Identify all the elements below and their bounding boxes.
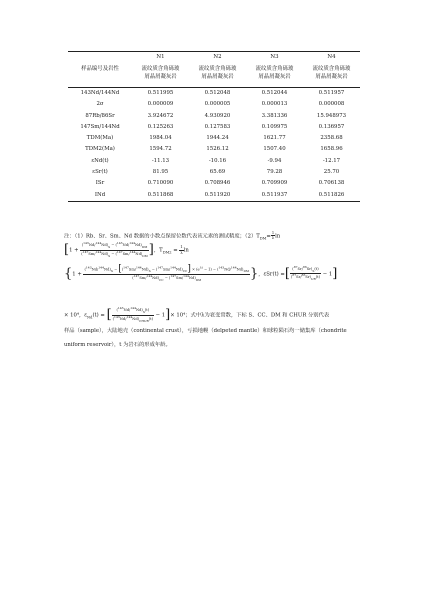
lambda-fraction: $\frac{1}{\lambda}$ <box>271 231 275 241</box>
table-header-row-ids <box>68 52 360 65</box>
note-tdm-subscript: DM <box>259 236 267 241</box>
table-cell: 0.512044 <box>261 89 288 96</box>
note-formula-tdm2: {1 + $(^{143}Nd/^{144}Nd)_S - [(^{147}Sm/^{144}Nd)_S - (^{147}Sm/^{144}Nd)_{CC}] \times (e^{\lambda t} - 1) - (^{143}Nd/^{144}Nd)_{DM}$ $(^{147}Sm/^{144}Nd)_{CC} - (^{147}Sm/^{144}Nd)_{DM}$ }，εSr(t) =[ $\frac{(^{87}Sr/^{86}Sr)_S(t)}{(^{87}Sr/^{86}Sr)_{UR}(t)}$ − 1] <box>64 264 338 282</box>
note-line-5: 样品（sample），大陆地壳（continental crust），亏损地幔（delpeted mantle）和球粒陨石均一储集库（chondrite <box>64 328 347 334</box>
table-cell: 0.710090 <box>147 180 174 187</box>
column-rock-n4: 流纹质含角砾玻 <box>312 65 351 72</box>
table-cell: 0.109975 <box>261 123 288 130</box>
row-label: εSr(t) <box>92 169 108 176</box>
table-cell: 0.136957 <box>318 123 345 130</box>
column-id-n2: N2 <box>189 52 246 65</box>
table-cell: 3.381336 <box>261 112 288 119</box>
row-label: INd <box>68 190 132 202</box>
column-rock2-n1: 屑晶屑凝灰岩 <box>132 75 189 88</box>
note-ln-2: ln <box>183 247 189 254</box>
table-row <box>68 111 360 122</box>
table-row <box>68 144 360 155</box>
note-intro: 注：（1）Rb、Sr、Sm、Nd 数据的小数点保留位数代表该元素的测试精度；（2）T <box>64 233 260 240</box>
table-row <box>68 167 360 178</box>
note-esr-label: εSr(t) = <box>263 271 285 278</box>
table-cell: 0.511995 <box>147 89 174 96</box>
row-label: 143Nd/144Nd <box>80 89 120 96</box>
table-cell: -9.94 <box>267 157 282 164</box>
note-line-6: uniform reservoir），t 为岩石的形成年龄。 <box>64 342 171 348</box>
column-rock-n3: 流纹质含角砾玻 <box>255 65 294 72</box>
table-cell: 81.95 <box>152 169 169 176</box>
note-definition: × 10⁴；式中λ为衰变常数，下标 S、CC、DM 和 CHUR 分别代表 <box>170 312 330 319</box>
table-cell: 0.000009 <box>147 101 174 108</box>
table-cell: 0.706138 <box>318 180 345 187</box>
table-cell: 0.511957 <box>318 89 345 96</box>
table-cell: -11.13 <box>151 157 170 164</box>
row-label: 2σ <box>96 101 104 108</box>
table-cell: 4.930920 <box>204 112 231 119</box>
row-label: 87Rb/86Sr <box>85 112 115 119</box>
row-label: εNd(t) <box>91 157 109 164</box>
table-row <box>68 156 360 167</box>
table-cell: 65.69 <box>209 169 226 176</box>
row-label: TDM2(Ma) <box>85 146 115 153</box>
table-cell: 0.512048 <box>204 89 231 96</box>
column-rock2-n2: 屑晶屑凝灰岩 <box>189 75 246 88</box>
table-cell: 1526.12 <box>206 146 229 153</box>
table-cell: 1658.96 <box>320 146 343 153</box>
table-cell: 1594.72 <box>149 146 172 153</box>
note-line-1 <box>64 231 280 241</box>
table-cell: 0.000008 <box>318 101 345 108</box>
table-cell: 0.708946 <box>204 180 231 187</box>
table-cell: 1621.77 <box>263 135 286 142</box>
column-rock2-n3: 屑晶屑凝灰岩 <box>246 75 303 88</box>
table-cell: 0.511937 <box>246 190 303 202</box>
column-rock2-n4: 屑晶屑凝灰岩 <box>303 75 360 88</box>
table-cell: -12.17 <box>322 157 341 164</box>
table-cell: 0.511920 <box>189 190 246 202</box>
table-cell: 3.924672 <box>147 112 174 119</box>
note-ln: ln <box>275 233 281 240</box>
table-row <box>68 133 360 144</box>
table-row <box>68 178 360 189</box>
table-cell: 0.000005 <box>204 101 231 108</box>
table-cell: 1507.40 <box>263 146 286 153</box>
row-label: ISr <box>95 180 105 187</box>
note-formula-tdm: [1 + $\frac{(^{143}Nd/^{144}Nd)_S - (^{143}Nd/^{144}Nd)_{DM}}{(^{147}Sm/^{144}Nd)_S - (^{147}Sm/^{144}Nd)_{DM}}$ ]，$T_{DM2}$ = $\frac{1}{\lambda}$ ln <box>64 241 189 258</box>
table-cell: 0.511868 <box>132 190 189 202</box>
table-cell: 0.709909 <box>261 180 288 187</box>
table-row <box>68 99 360 110</box>
table-cell: 0.000013 <box>261 101 288 108</box>
table-cell: 0.125263 <box>147 123 174 130</box>
table-cell: -10.16 <box>208 157 227 164</box>
table-cell: 25.70 <box>323 169 340 176</box>
table-body <box>68 88 360 202</box>
column-rock-n2: 流纹质含角砾玻 <box>198 65 237 72</box>
table-row <box>68 190 360 202</box>
column-id-n4: N4 <box>303 52 360 65</box>
table-cell: 0.511826 <box>303 190 360 202</box>
table-cell: 1984.04 <box>149 135 172 142</box>
column-rock-n1: 流纹质含角砾玻 <box>141 65 180 72</box>
table-cell: 79.28 <box>266 169 283 176</box>
table-cell: 15.948973 <box>316 112 347 119</box>
row-label: 147Sm/144Nd <box>80 123 120 130</box>
table-row <box>68 88 360 100</box>
header-empty-cell <box>68 52 132 65</box>
note-equals: = <box>266 233 271 240</box>
header-empty-cell <box>68 75 132 88</box>
label-header: 样品编号及岩性 <box>81 65 119 72</box>
table-cell: 0.127583 <box>204 123 231 130</box>
table-cell: 2358.68 <box>320 135 343 142</box>
isotope-data-table <box>68 51 360 202</box>
note-formula-end: × 10⁴，$\varepsilon_{Nd}(t)$ = [ $\frac{(^{143}Nd/^{144}Nd)_S(t)}{(^{143}Nd/^{144}Nd)_{CHUR}(t)}$ − 1]× 10⁴；式中λ为衰变常数，下标 S、CC、DM 和 CHUR 分别代表 <box>64 306 330 323</box>
row-label: TDM(Ma) <box>86 135 114 142</box>
note-times: × 10⁴，ε <box>64 312 88 319</box>
column-id-n1: N1 <box>132 52 189 65</box>
table-header-row-rock2 <box>68 75 360 88</box>
table-cell: 1944.24 <box>206 135 229 142</box>
column-id-n3: N3 <box>246 52 303 65</box>
table-row <box>68 122 360 133</box>
